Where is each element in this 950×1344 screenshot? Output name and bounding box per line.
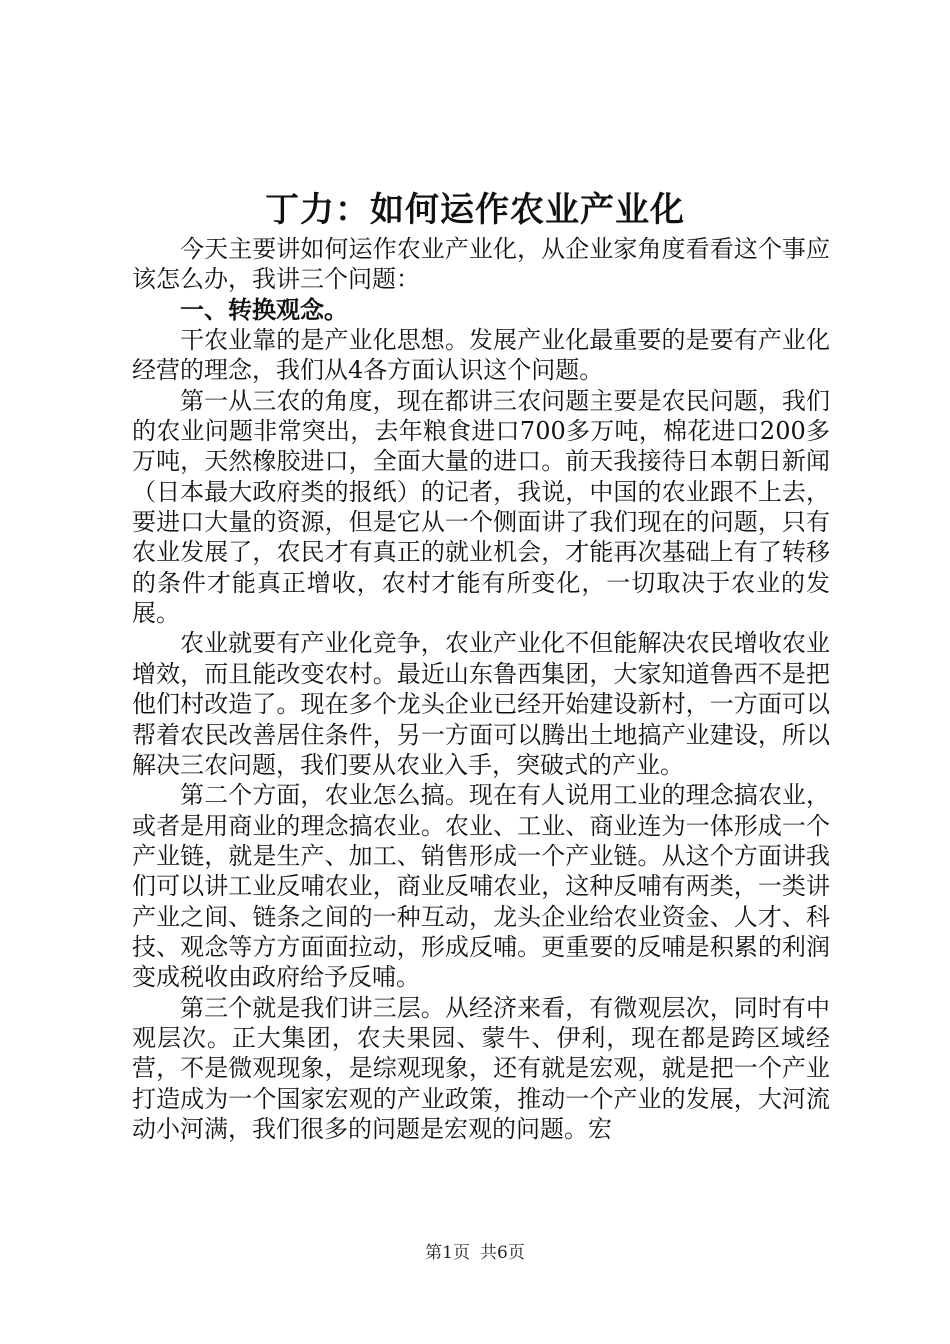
paragraph-intro: 今天主要讲如何运作农业产业化，从企业家角度看看这个事应该怎么办，我讲三个问题： (132, 235, 830, 294)
paragraph-three-rural-issues: 第一从三农的角度，现在都讲三农问题主要是农民问题，我们的农业问题非常突出，去年粮食进口700多万吨，棉花进口200多万吨，天然橡胶进口，全面大量的进口。前天我接待日本朝日新闻（日本最大政府类的报纸）的记者，我说，中国的农业跟不上去，要进口大量的资源，但是它从一个侧面讲了我们现在的问题，只有农业发展了，农民才有真正的就业机会，才能再次基础上有了转移的条件才能真正增收，农村才能有所变化，一切取决于农业的发展。 (132, 386, 830, 628)
document-title: 丁力：如何运作农业产业化 (265, 190, 685, 230)
section-heading: 一、转换观念。 (180, 295, 348, 324)
document-body (132, 234, 830, 1144)
paragraph-industrialization-thinking: 干农业靠的是产业化思想。发展产业化最重要的是要有产业化经营的理念，我们从4各方面认识这个问题。 (132, 326, 830, 385)
page-total: 共6页 (480, 1243, 525, 1263)
paragraph-industrial-competition: 农业就要有产业化竞争，农业产业化不但能解决农民增收农业增效，而且能改变农村。最近山东鲁西集团，大家知道鲁西不是把他们村改造了。现在多个龙头企业已经开始建设新村，一方面可以帮着农民改善居住条件，另一方面可以腾出土地搞产业建设，所以解决三农问题，我们要从农业入手，突破式的产业。 (132, 629, 830, 779)
paragraph-third-aspect: 第三个就是我们讲三层。从经济来看，有微观层次，同时有中观层次。正大集团，农夫果园、蒙牛、伊利，现在都是跨区域经营，不是微观现象，是综观现象，还有就是宏观，就是把一个产业打造成为一个国家宏观的产业政策，推动一个产业的发展，大河流动小河满，我们很多的问题是宏观的问题。宏 (132, 993, 830, 1143)
page-footer (0, 1241, 950, 1265)
page-number: 第1页 (425, 1243, 470, 1263)
paragraph-second-aspect: 第二个方面，农业怎么搞。现在有人说用工业的理念搞农业，或者是用商业的理念搞农业。农业、工业、商业连为一体形成一个产业链，就是生产、加工、销售形成一个产业链。从这个方面讲我们可以讲工业反哺农业，商业反哺农业，这种反哺有两类，一类讲产业之间、链条之间的一种互动，龙头企业给农业资金、人才、科技、观念等方方面面拉动，形成反哺。更重要的反哺是积累的利润变成税收由政府给予反哺。 (132, 781, 830, 992)
